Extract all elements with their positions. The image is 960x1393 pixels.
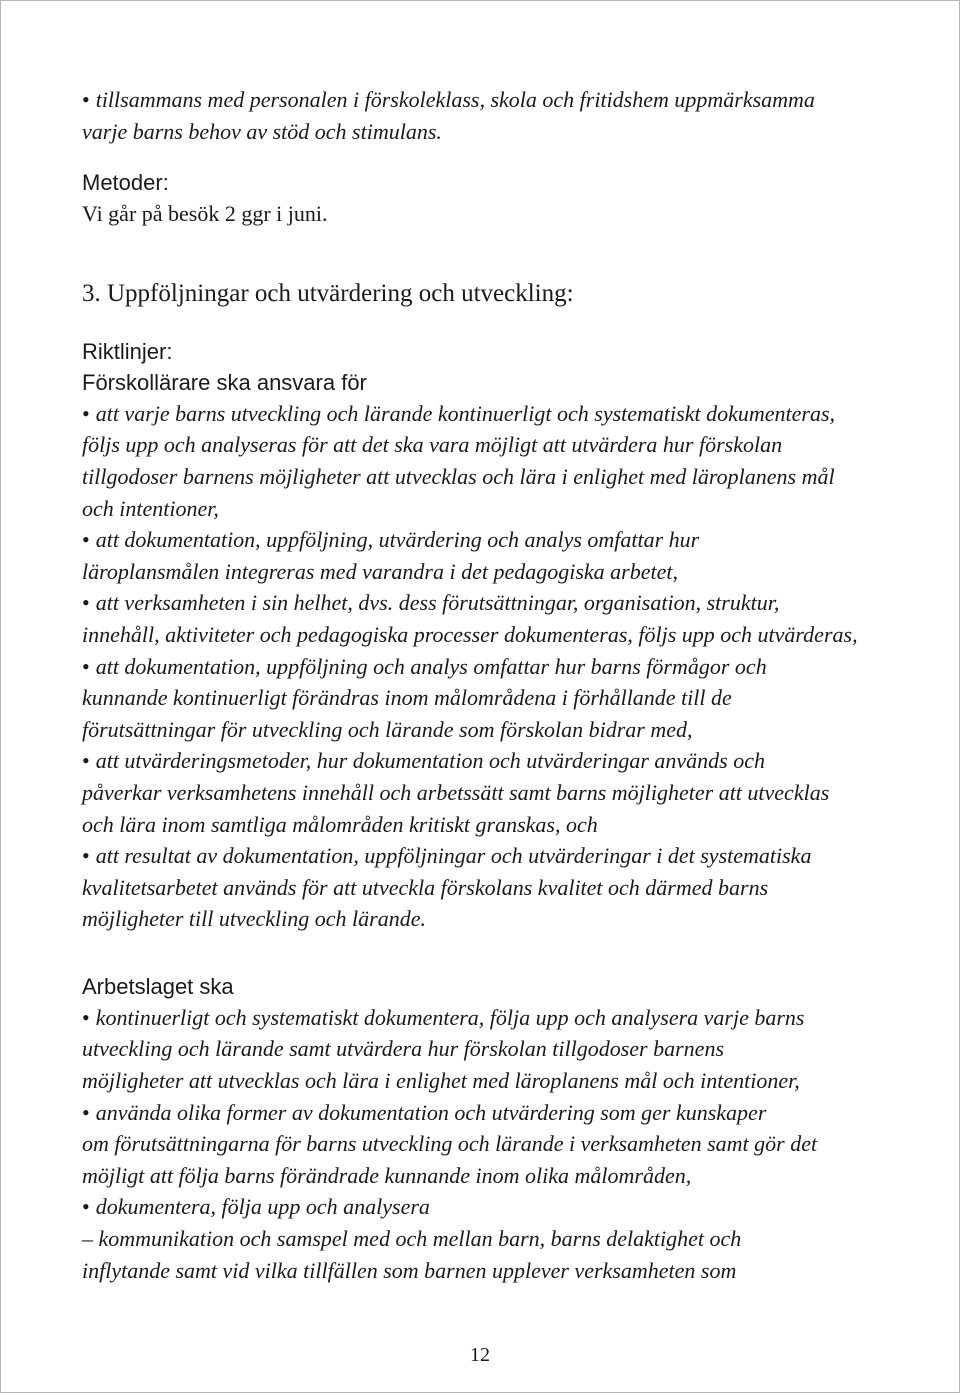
line-text: använda olika former av dokumentation och utvärdering som ger kunskaper (95, 1099, 767, 1125)
text-line (82, 872, 872, 904)
text-line (82, 1065, 872, 1097)
line-text: utveckling och lärande samt utvärdera hur förskolan tillgodoser barnens (82, 1036, 725, 1062)
line-text: att dokumentation, uppföljning och analys omfattar hur barns förmågor och (95, 653, 767, 679)
text-line (82, 1191, 872, 1223)
text-line (82, 1002, 872, 1034)
line-text: dokumentera, följa upp och analysera (95, 1194, 430, 1220)
line-text: påverkar verksamhetens innehåll och arbetssätt samt barns möjligheter att utvecklas (82, 779, 830, 805)
text-line (82, 524, 872, 556)
line-text: följs upp och analyseras för att det ska vara möjligt att utvärdera hur förskolan (82, 432, 783, 458)
bullet-glyph: • (82, 1099, 90, 1125)
text-line (82, 809, 872, 841)
text-line (82, 493, 872, 525)
text-line (82, 556, 872, 588)
text-line (82, 1033, 872, 1065)
text-line (82, 714, 872, 746)
bullet-glyph: • (82, 843, 90, 869)
guidelines-subheading: Förskollärare ska ansvara för (82, 369, 367, 395)
bullet-glyph: • (82, 653, 90, 679)
line-text: möjligt att följa barns förändrade kunnande inom olika målområden, (82, 1162, 692, 1188)
guidelines-heading: Riktlinjer: (82, 338, 173, 364)
line-text: och lära inom samtliga målområden kritiskt granskas, och (82, 811, 598, 837)
bullet-glyph: • (82, 1194, 90, 1220)
text-line (82, 1097, 872, 1129)
page-number: 12 (470, 1344, 490, 1366)
text-line (82, 745, 872, 777)
text-line (82, 587, 872, 619)
line-text: inflytande samt vid vilka tillfällen som barnen upplever verksamheten som (82, 1257, 737, 1283)
line-text: kontinuerligt och systematiskt dokumentera, följa upp och analysera varje barns (95, 1004, 805, 1030)
text-line (82, 1223, 872, 1255)
bullet-glyph: • (82, 87, 90, 112)
document-body (82, 84, 872, 1286)
line-text: att verksamheten i sin helhet, dvs. dess förutsättningar, organisation, struktur, (95, 590, 780, 616)
line-text: läroplansmålen integreras med varandra i det pedagogiska arbetet, (82, 558, 678, 584)
text-line (82, 398, 872, 430)
line-text: förutsättningar för utveckling och lärande som förskolan bidrar med, (82, 716, 693, 742)
line-text: kvalitetsarbetet används för att utveckla förskolans kvalitet och därmed barns (82, 874, 769, 900)
text-line (82, 777, 872, 809)
bullet-glyph: • (82, 527, 90, 553)
text-line (82, 461, 872, 493)
bullet-glyph: • (82, 748, 90, 774)
line-text: och intentioner, (82, 495, 219, 521)
line-text: – kommunikation och samspel med och mellan barn, barns delaktighet och (82, 1226, 742, 1252)
line-text: innehåll, aktiviteter och pedagogiska processer dokumenteras, följs upp och utvärderas, (82, 621, 858, 647)
text-line (82, 903, 872, 935)
bullet-glyph: • (82, 400, 90, 426)
team-list (82, 1002, 872, 1286)
text-line (82, 1255, 872, 1287)
line-text: att varje barns utveckling och lärande kontinuerligt och systematiskt dokumenteras, (95, 400, 836, 426)
line-text: om förutsättningarna för barns utveckling och lärande i verksamheten samt gör det (82, 1131, 818, 1157)
line-text: att dokumentation, uppföljning, utvärdering och analys omfattar hur (95, 527, 700, 553)
methods-text: Vi går på besök 2 ggr i juni. (82, 201, 328, 227)
line-text: tillgodoser barnens möjligheter att utvecklas och lära i enlighet med läroplanens mål (82, 463, 835, 489)
line-text: kunnande kontinuerligt förändras inom målområdena i förhållande till de (82, 685, 732, 711)
line-text: att resultat av dokumentation, uppföljningar och utvärderingar i det systematiska (95, 843, 812, 869)
intro-line: varje barns behov av stöd och stimulans. (82, 118, 442, 144)
text-line (82, 1128, 872, 1160)
text-line (82, 651, 872, 683)
text-line (82, 1160, 872, 1192)
intro-text-1: tillsammans med personalen i förskoleklass, skola och fritidshem uppmärksamma (95, 87, 815, 112)
bullet-glyph: • (82, 590, 90, 616)
intro-line (82, 84, 872, 116)
team-heading: Arbetslaget ska (82, 973, 234, 999)
text-line (82, 840, 872, 872)
line-text: möjligheter till utveckling och lärande. (82, 906, 426, 932)
text-line (82, 429, 872, 461)
text-line (82, 682, 872, 714)
bullet-glyph: • (82, 1004, 90, 1030)
guidelines-list (82, 398, 872, 935)
methods-heading: Metoder: (82, 170, 169, 196)
text-line (82, 619, 872, 651)
section-heading: 3. Uppföljningar och utvärdering och utveckling: (82, 279, 574, 307)
line-text: möjligheter att utvecklas och lära i enlighet med läroplanens mål och intentioner, (82, 1068, 800, 1094)
line-text: att utvärderingsmetoder, hur dokumentation och utvärderingar används och (95, 748, 765, 774)
